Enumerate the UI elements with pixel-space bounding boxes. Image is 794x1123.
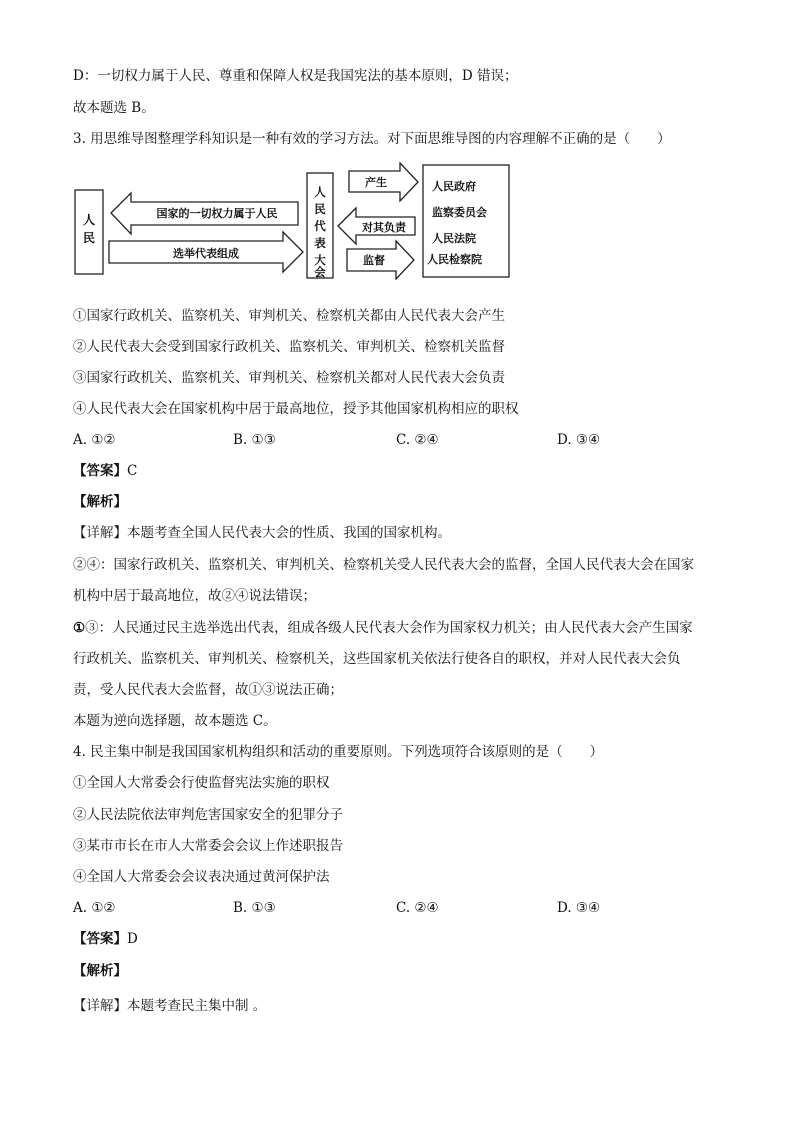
q4-item: ④全国人大常委会会议表决通过黄河保护法	[73, 869, 330, 885]
q4-option-a: A. ①②	[73, 900, 116, 916]
organ-label: 监察委员会	[432, 206, 487, 219]
q4-option-c: C. ②④	[396, 900, 439, 916]
answer-value: C	[127, 463, 138, 479]
svg-text:表: 表	[314, 236, 326, 250]
q4-answer	[73, 929, 138, 949]
svg-text:会: 会	[314, 265, 326, 279]
explanation-text: ③：人民通过民主选举选出代表，组成各级人民代表大会作为国家权力机关；由人民代表大会产生国家	[85, 620, 693, 636]
q4-detail: 【详解】本题考查民主集中制 。	[73, 998, 267, 1014]
q3-option-c: C. ②④	[396, 432, 439, 448]
arrow-top-label: 国家的一切权力属于人民	[156, 207, 278, 220]
q3-answer	[73, 461, 137, 481]
mind-map-diagram	[73, 162, 513, 280]
q3-analysis-label: 【解析】	[73, 494, 127, 510]
answer-label: 【答案】	[73, 463, 127, 479]
q3-item: ①国家行政机关、监察机关、审判机关、检察机关都由人民代表大会产生	[73, 308, 505, 324]
q4-analysis-label: 【解析】	[73, 963, 127, 979]
organ-label: 人民法院	[432, 232, 476, 245]
q3-option-d: D. ③④	[557, 432, 601, 448]
organ-label: 人民检察院	[427, 253, 482, 266]
text-line: 故本题选 B。	[73, 100, 155, 116]
svg-text:大: 大	[314, 253, 326, 267]
q3-explanation: 责，受人民代表大会监督，故①③说法正确；	[73, 682, 343, 698]
responsible-label: 对其负责	[362, 221, 406, 234]
q4-option-b: B. ①③	[233, 900, 276, 916]
people-label: 人	[82, 213, 96, 227]
q3-item: ②人民代表大会受到国家行政机关、监察机关、审判机关、检察机关监督	[73, 339, 505, 355]
q3-explanation: ②④：国家行政机关、监察机关、审判机关、检察机关受人民代表大会的监督，全国人民代表大会在国家	[73, 557, 694, 573]
q3-explanation	[73, 618, 693, 638]
q3-detail: 【详解】本题考查全国人民代表大会的性质、我国的国家机构。	[73, 525, 451, 541]
svg-text:代: 代	[314, 219, 326, 233]
question-4-stem: 4. 民主集中制是我国国家机构组织和活动的重要原则。下列选项符合该原则的是（ ）	[73, 744, 604, 760]
congress-label: 人	[314, 185, 326, 199]
text-line: D：一切权力属于人民、尊重和保障人权是我国宪法的基本原则，D 错误；	[73, 68, 518, 84]
supervise-label: 监督	[363, 254, 385, 267]
q4-option-d: D. ③④	[557, 900, 601, 916]
q3-item: ③国家行政机关、监察机关、审判机关、检察机关都对人民代表大会负责	[73, 370, 505, 386]
arrow-bottom-label: 选举代表组成	[173, 247, 239, 260]
answer-value: D	[127, 931, 138, 947]
q3-option-a: A. ①②	[73, 432, 116, 448]
answer-label: 【答案】	[73, 931, 127, 947]
q3-option-b: B. ①③	[233, 432, 276, 448]
organ-label: 人民政府	[432, 180, 476, 193]
q3-conclusion: 本题为逆向选择题，故本题选 C。	[73, 713, 277, 729]
question-3-stem: 3. 用思维导图整理学科知识是一种有效的学习方法。对下面思维导图的内容理解不正确的是（ ）	[73, 131, 671, 147]
bold-mark: ①	[73, 620, 86, 636]
svg-text:民: 民	[314, 202, 326, 216]
produce-label: 产生	[365, 176, 387, 189]
q3-item: ④人民代表大会在国家机构中居于最高地位，授予其他国家机构相应的职权	[73, 401, 519, 417]
q4-item: ①全国人大常委会行使监督宪法实施的职权	[73, 775, 330, 791]
q3-explanation: 机构中居于最高地位，故②④说法错误；	[73, 588, 316, 604]
q4-item: ③某市市长在市人大常委会会议上作述职报告	[73, 838, 343, 854]
q4-item: ②人民法院依法审判危害国家安全的犯罪分子	[73, 807, 343, 823]
q3-explanation: 行政机关、监察机关、审判机关、检察机关，这些国家机关依法行使各自的职权，并对人民代表大会负	[73, 651, 681, 667]
svg-text:民: 民	[82, 231, 96, 245]
